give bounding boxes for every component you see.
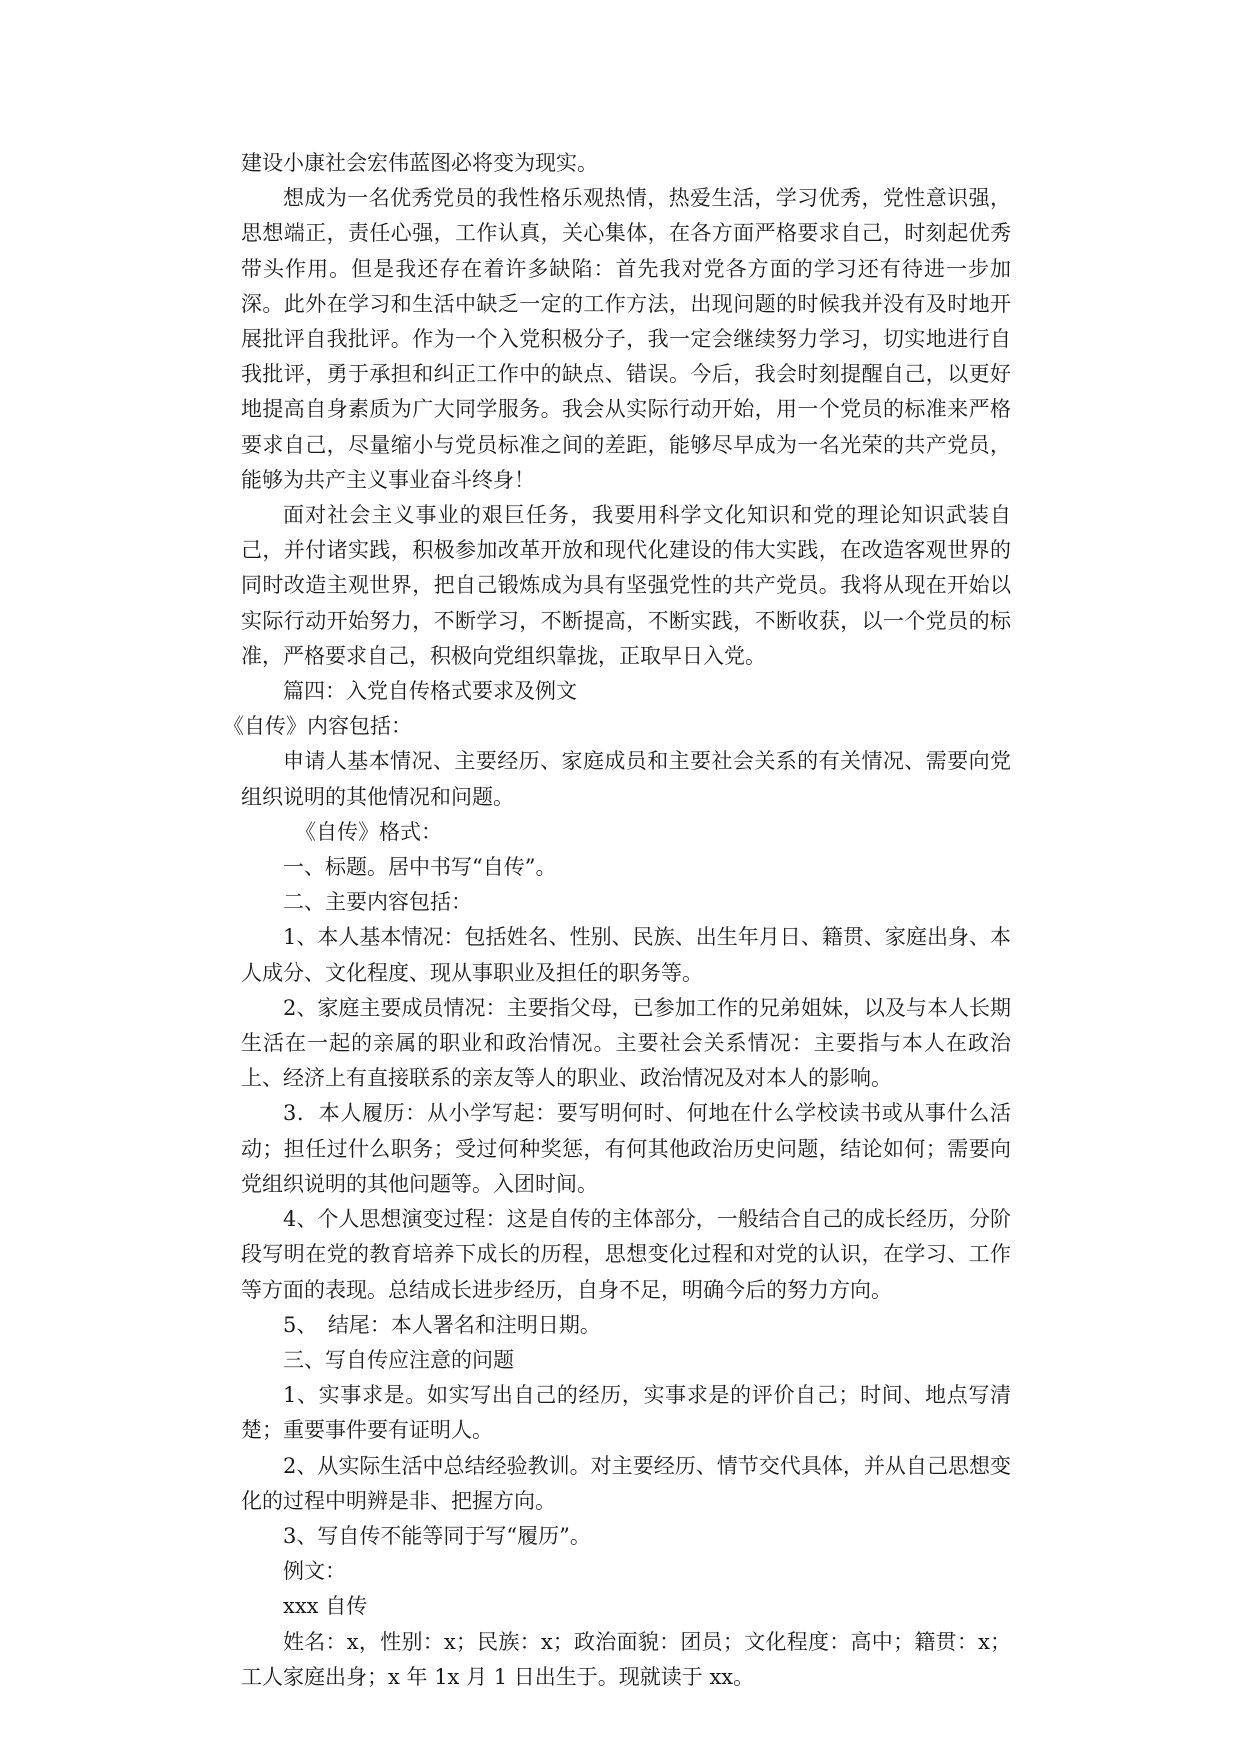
paragraph-self-assessment: 想成为一名优秀党员的我性格乐观热情，热爱生活，学习优秀，党性意识强，思想端正，责任心强，工作认真，关心集体，在各方面严格要求自己，时刻起优秀带头作用。但是我还存在着许多缺陷：首先我对党各方面的学习还有待进一步加深。此外在学习和生活中缺乏一定的工作方法，出现问题的时候我并没有及时地开展批评自我批评。作为一个入党积极分子，我一定会继续努力学习，切实地进行自我批评，勇于承担和纠正工作中的缺点、错误。今后，我会时刻提醒自己，以更好地提高自身素质为广大同学服务。我会从实际行动开始，用一个党员的标准来严格要求自己，尽量缩小与党员标准之间的差距，能够尽早成为一名光荣的共产党员，能够为共产主义事业奋斗终身！	[241, 186, 1011, 492]
notes-heading: 三、写自传应注意的问题	[283, 1347, 514, 1372]
example-label: 例文：	[283, 1559, 346, 1584]
note-item-truthfulness: 1、实事求是。如实写出自己的经历，实事求是的评价自己；时间、地点写清楚；重要事件要有证明人。	[241, 1383, 1011, 1443]
example-personal-info: 姓名：x，性别：x；民族：x；政治面貌：团员；文化程度：高中；籍贯：x；工人家庭出身；x 年 1x 月 1 日出生于。现就读于 xx。	[241, 1629, 1011, 1689]
autobiography-format-heading: 《自传》格式：	[295, 819, 442, 844]
list-item-thought-evolution: 4、个人思想演变过程：这是自传的主体部分，一般结合自己的成长经历，分阶段写明在党的教育培养下成长的历程，思想变化过程和对党的认识，在学习、工作等方面的表现。总结成长进步经历，自身不足，明确今后的努力方向。	[241, 1207, 1011, 1302]
list-item-main-content: 二、主要内容包括：	[283, 890, 472, 915]
note-item-not-resume: 3、写自传不能等同于写“履历”。	[283, 1523, 591, 1548]
list-item-basic-info: 1、本人基本情况：包括姓名、性别、民族、出生年月日、籍贯、家庭出身、本人成分、文化程度、现从事职业及担任的职务等。	[241, 925, 1011, 985]
paragraph-continuation: 建设小康社会宏伟蓝图必将变为现实。	[241, 151, 598, 175]
list-item-personal-history: 3．本人履历：从小学写起：要写明何时、何地在什么学校读书或从事什么活动；担任过什么职务；受过何种奖惩，有何其他政治历史问题，结论如何；需要向党组织说明的其他问题等。入团时间。	[241, 1101, 1011, 1196]
autobiography-content-heading: 《自传》内容包括：	[223, 714, 412, 739]
list-item-title: 一、标题。居中书写“自传”。	[283, 855, 557, 880]
list-item-ending: 5、 结尾：本人署名和注明日期。	[283, 1312, 601, 1337]
paragraph-commitment: 面对社会主义事业的艰巨任务，我要用科学文化知识和党的理论知识武装自己，并付诸实践，积极参加改革开放和现代化建设的伟大实践，在改造客观世界的同时改造主观世界，把自己锻炼成为具有坚强党性的共产党员。我将从现在开始以实际行动开始努力，不断学习，不断提高，不断实践，不断收获，以一个党员的标准，严格要求自己，积极向党组织靠拢，正取早日入党。	[241, 503, 1011, 668]
note-item-lessons: 2、从实际生活中总结经验教训。对主要经历、情节交代具体，并从自己思想变化的过程中明辨是非、把握方向。	[241, 1453, 1011, 1513]
document-body	[223, 146, 1011, 1695]
section-heading-part-four: 篇四：入党自传格式要求及例文	[283, 679, 577, 704]
paragraph-content-scope: 申请人基本情况、主要经历、家庭成员和主要社会关系的有关情况、需要向党组织说明的其他情况和问题。	[241, 749, 1011, 809]
example-title: xxx 自传	[283, 1594, 368, 1619]
list-item-family-members: 2、家庭主要成员情况：主要指父母，已参加工作的兄弟姐妹，以及与本人长期生活在一起的亲属的职业和政治情况。主要社会关系情况：主要指与本人在政治上、经济上有直接联系的亲友等人的职业、政治情况及对本人的影响。	[241, 995, 1011, 1091]
